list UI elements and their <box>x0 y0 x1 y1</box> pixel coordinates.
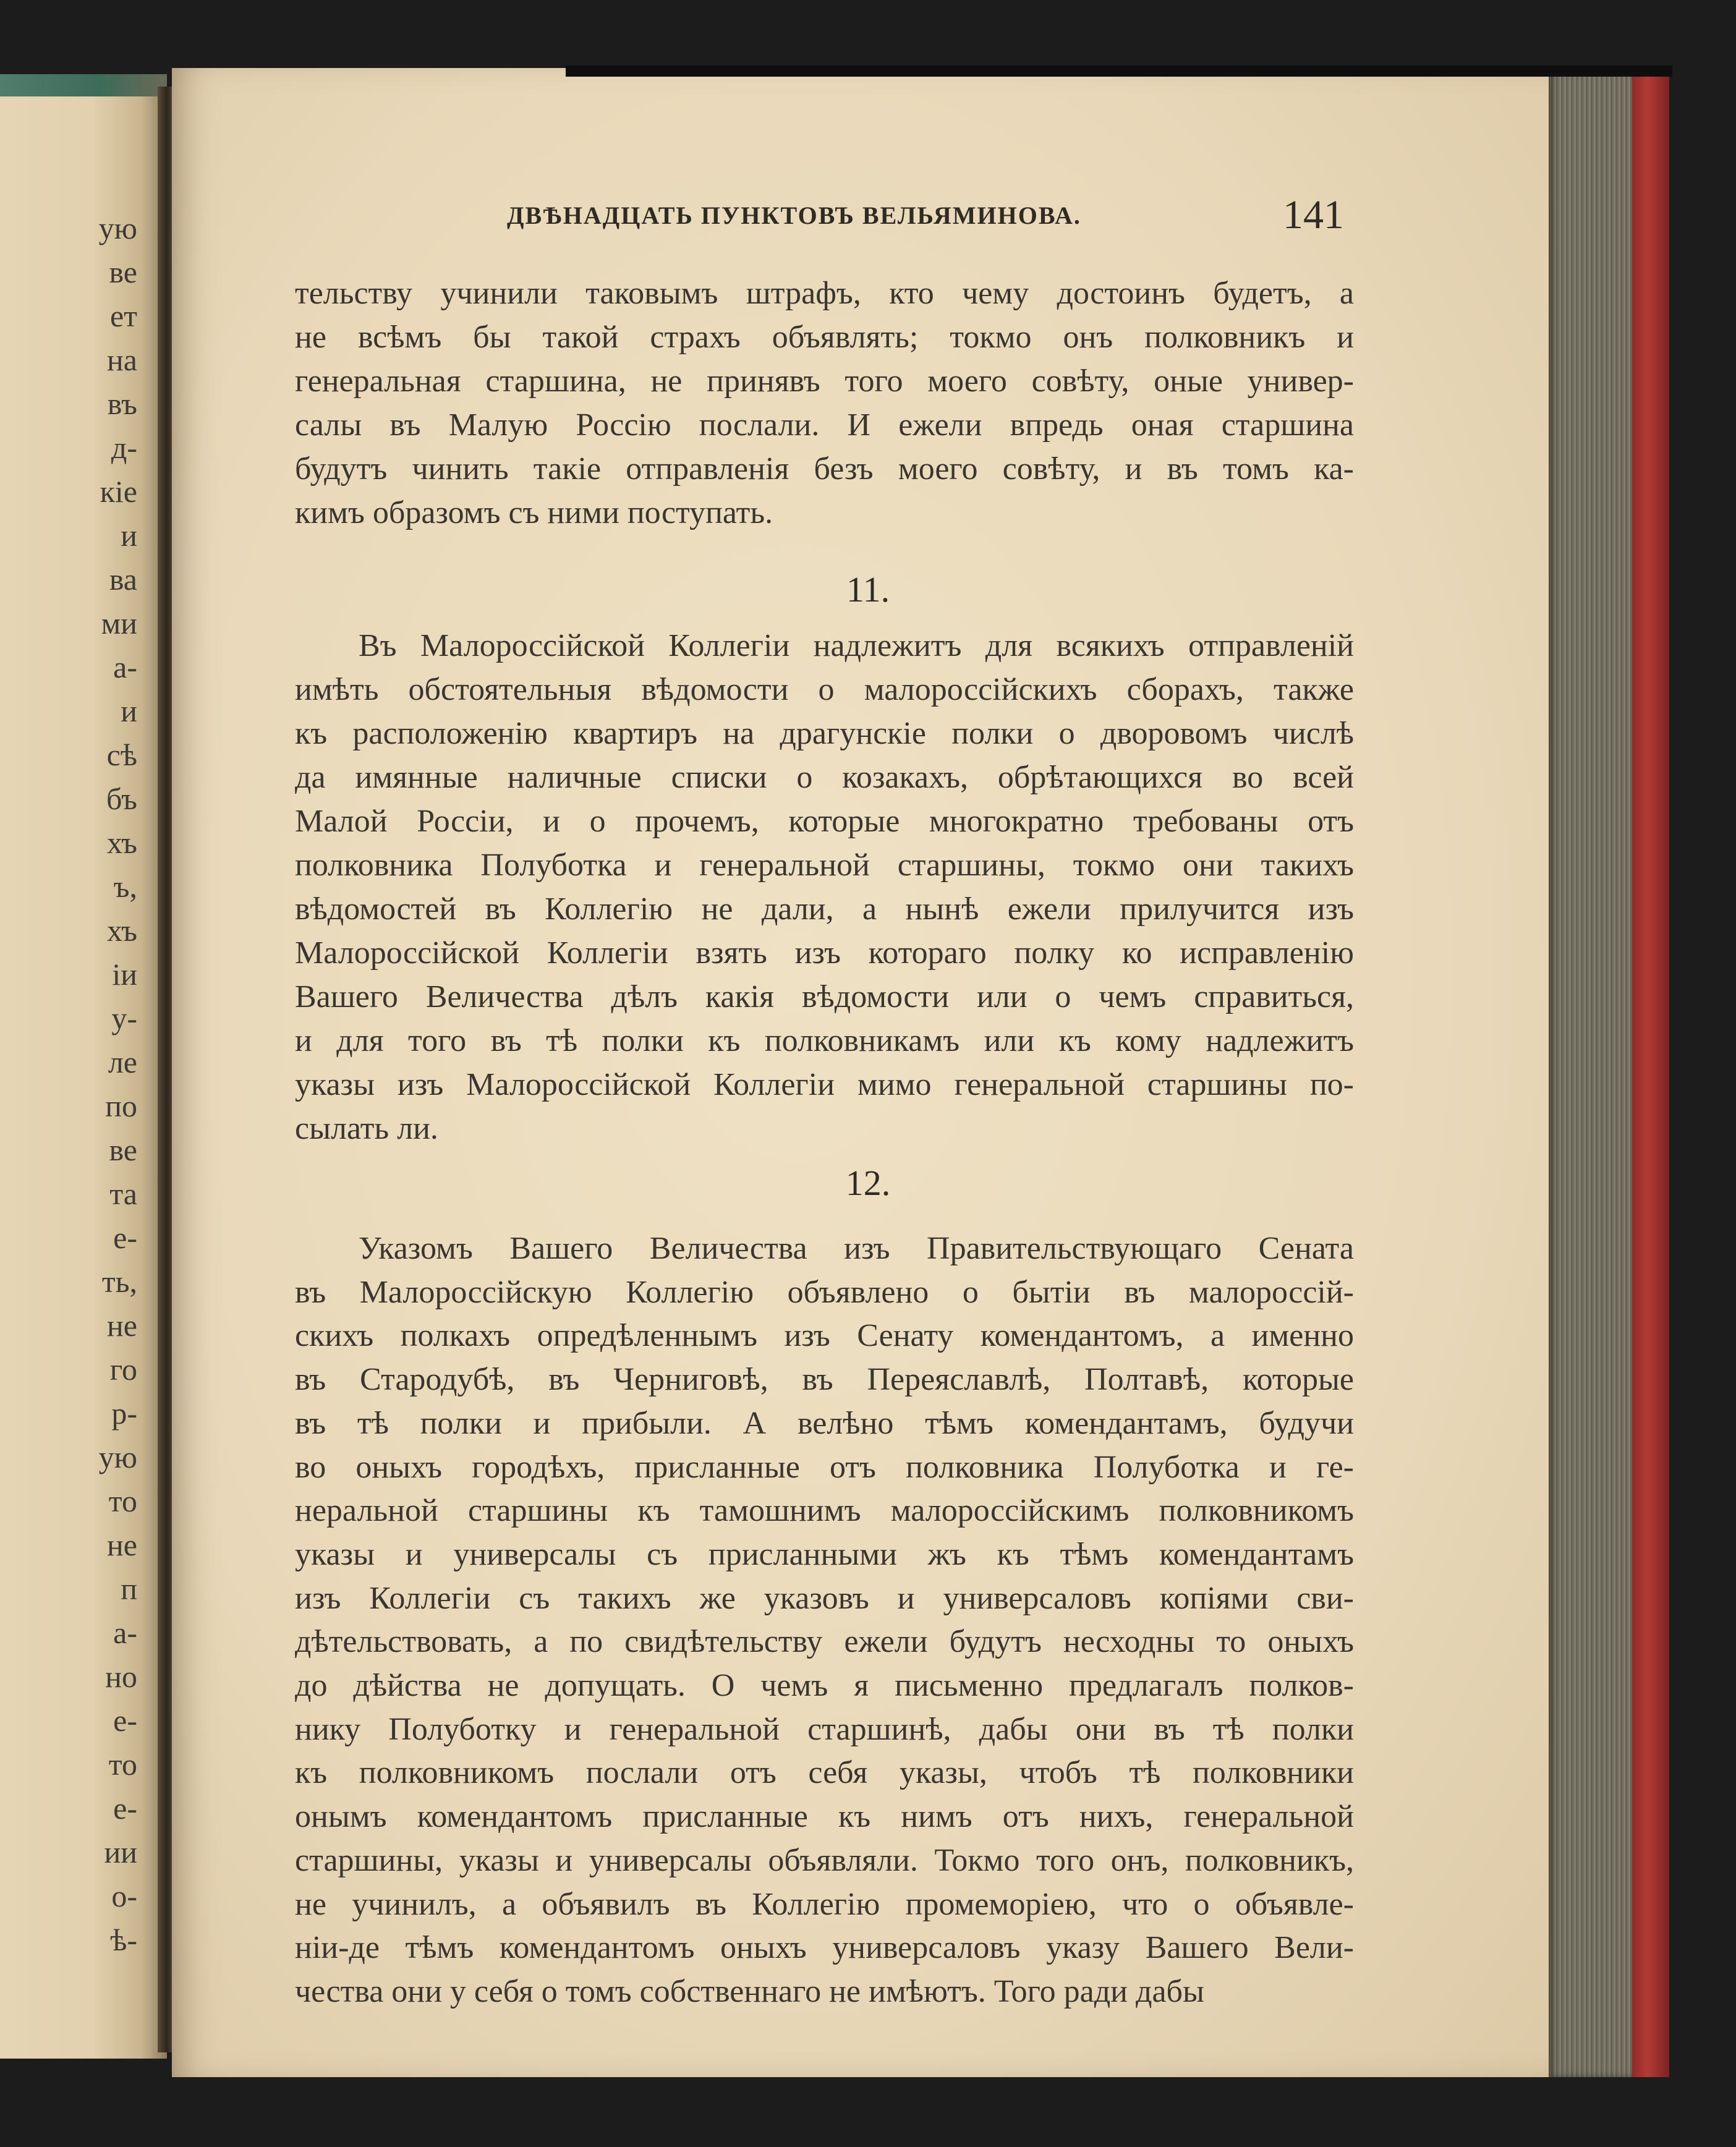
running-header: ДВѢНАДЦАТЬ ПУНКТОВЪ ВЕЛЬЯМИНОВА. <box>507 202 1081 229</box>
text-line: до дѣйства не допущать. О чемъ я письменно предлагалъ полков- <box>295 1668 1354 1703</box>
text-line: и для того въ тѣ полки къ полковникамъ или къ кому надлежитъ <box>295 1023 1354 1058</box>
left-page-fragment: та <box>109 1176 137 1211</box>
left-page-fragment: ть, <box>101 1264 137 1299</box>
text-line: не учинилъ, а объявилъ въ Коллегію промеморіею, что о объявле- <box>295 1886 1354 1922</box>
left-page-fragment: кіе <box>100 474 137 509</box>
left-page-fragment: и <box>121 518 137 553</box>
text-line: не всѣмъ бы такой страхъ объявлять; токмо онъ полковникъ и <box>295 320 1354 355</box>
section-number-12: 12. <box>845 1163 891 1203</box>
left-page-fragment: ъ, <box>113 869 137 904</box>
text-line: въ тѣ полки и прибыли. А велѣно тѣмъ комендантамъ, будучи <box>295 1405 1354 1441</box>
text-line: во оныхъ городѣхъ, присланные отъ полковника Полуботка и ге- <box>295 1449 1354 1485</box>
page-number: 141 <box>1283 192 1344 237</box>
text-line: вѣдомостей въ Коллегію не дали, а нынѣ ежели прилучится изъ <box>295 891 1354 927</box>
text-line: Малороссійской Коллегіи взять изъ котораго полку ко исправленію <box>295 935 1354 971</box>
text-line: Вашего Величества дѣлъ какія вѣдомости или о чемъ справиться, <box>295 979 1354 1014</box>
text-line: нику Полуботку и генеральной старшинѣ, дабы они въ тѣ полки <box>295 1711 1354 1747</box>
left-page-fragment: ую <box>98 211 137 245</box>
left-page-text-column <box>0 74 155 2059</box>
text-line: въ Малороссійскую Коллегію объявлено о бытіи въ малороссій- <box>295 1274 1354 1310</box>
left-page-fragment: п <box>121 1571 137 1606</box>
left-page-fragment: бъ <box>106 781 137 816</box>
text-line: сылать ли. <box>295 1111 438 1146</box>
text-line: ніи-де тѣмъ комендантомъ оныхъ универсаловъ указу Вашего Вели- <box>295 1930 1354 1966</box>
left-page-fragment: го <box>109 1352 137 1387</box>
text-line: указы изъ Малороссійской Коллегіи мимо генеральной старшины по- <box>295 1067 1354 1102</box>
left-page-fragment: хъ <box>107 825 137 860</box>
left-page-fragment: сѣ <box>106 738 137 772</box>
left-page-fragment: ет <box>109 299 137 333</box>
left-page-fragment: въ <box>107 386 137 421</box>
left-page-fragment: то <box>108 1747 137 1782</box>
text-line: старшины, указы и универсалы объявляли. Токмо того онъ, полковникъ, <box>295 1842 1354 1878</box>
left-page-fragment: ую <box>98 1440 137 1474</box>
text-line: да имянные наличные списки о козакахъ, обрѣтающихся во всей <box>295 760 1354 795</box>
section-number-11: 11. <box>846 569 890 610</box>
text-line: имѣть обстоятельныя вѣдомости о малороссійскихъ сборахъ, также <box>295 672 1354 707</box>
book-cover-edge <box>1632 74 1669 2077</box>
left-page-fragment: хъ <box>107 913 137 948</box>
left-page-fragment: ве <box>109 1133 137 1167</box>
text-line: въ Стародубѣ, въ Черниговѣ, въ Переяславлѣ, Полтавѣ, которые <box>295 1362 1354 1398</box>
text-line: кимъ образомъ съ ними поступать. <box>295 495 773 530</box>
text-line: указы и универсалы съ присланными жъ къ тѣмъ комендантамъ <box>295 1536 1354 1572</box>
left-page-fragment: іи <box>112 957 137 992</box>
left-page-fragment: ѣ- <box>110 1923 137 1957</box>
left-page-fragment: ва <box>109 562 137 597</box>
text-line: неральной старшины къ тамошнимъ малороссійскимъ полковникомъ <box>295 1493 1354 1529</box>
left-page-fragment: и <box>121 694 137 728</box>
text-line: дѣтельствовать, а по свидѣтельству ежели будутъ несходны то оныхъ <box>295 1624 1354 1660</box>
left-page-fragment: о- <box>111 1879 137 1913</box>
text-line: чества они у себя о томъ собственнаго не имѣютъ. Того ради дабы <box>295 1973 1204 2009</box>
left-page-fragment: е- <box>113 1220 137 1255</box>
text-line: полковника Полуботка и генеральной старшины, токмо они такихъ <box>295 848 1354 883</box>
text-line: скихъ полкахъ опредѣленнымъ изъ Сенату комендантомъ, а именно <box>295 1318 1354 1354</box>
top-shadow <box>566 66 1672 77</box>
left-page-fragment: но <box>105 1659 137 1694</box>
left-page-fragment: то <box>108 1484 137 1518</box>
text-line: къ расположенію квартиръ на драгунскіе полки о дворовомъ числѣ <box>295 716 1354 751</box>
left-page-fragment: не <box>107 1308 137 1343</box>
text-line: будутъ чинить такіе отправленія безъ моего совѣту, и въ томъ ка- <box>295 451 1354 487</box>
left-page-fragment: ми <box>101 606 137 640</box>
left-page <box>0 74 167 2059</box>
left-page-fragment: ле <box>108 1045 137 1079</box>
text-line: Указомъ Вашего Величества изъ Правительствующаго Сената <box>359 1231 1354 1266</box>
text-line: салы въ Малую Россію послали. И ежели впредь оная старшина <box>295 407 1354 443</box>
left-page-fragment: на <box>107 342 137 377</box>
left-page-fragment: а- <box>113 1615 137 1650</box>
text-line: Малой Россіи, и о прочемъ, которые многократно требованы отъ <box>295 804 1354 839</box>
left-page-fragment: ве <box>109 255 137 289</box>
left-page-fragment: по <box>105 1089 137 1123</box>
left-page-fragment: у- <box>111 1001 137 1035</box>
text-line: генеральная старшина, не принявъ того моего совѣту, оные универ- <box>295 364 1354 399</box>
text-line: къ полковникомъ послали отъ себя указы, чтобъ тѣ полковники <box>295 1755 1354 1791</box>
text-line: тельству учинили таковымъ штрафъ, кто чему достоинъ будетъ, а <box>295 276 1354 311</box>
text-line: изъ Коллегіи съ такихъ же указовъ и универсаловъ копіями сви- <box>295 1580 1354 1616</box>
left-page-fragment: не <box>107 1528 137 1562</box>
left-page-fragment: д- <box>111 430 137 465</box>
page-edges <box>1549 68 1638 2077</box>
left-page-fragment: е- <box>113 1703 137 1738</box>
text-line: Въ Малороссійской Коллегіи надлежитъ для всякихъ отправленій <box>359 628 1354 663</box>
text-line: онымъ комендантомъ присланные къ нимъ отъ нихъ, генеральной <box>295 1799 1354 1835</box>
left-page-fragment: е- <box>113 1791 137 1826</box>
left-page-fragment: а- <box>113 650 137 684</box>
left-page-fragment: ии <box>104 1835 137 1869</box>
left-page-fragment: р- <box>111 1396 137 1431</box>
